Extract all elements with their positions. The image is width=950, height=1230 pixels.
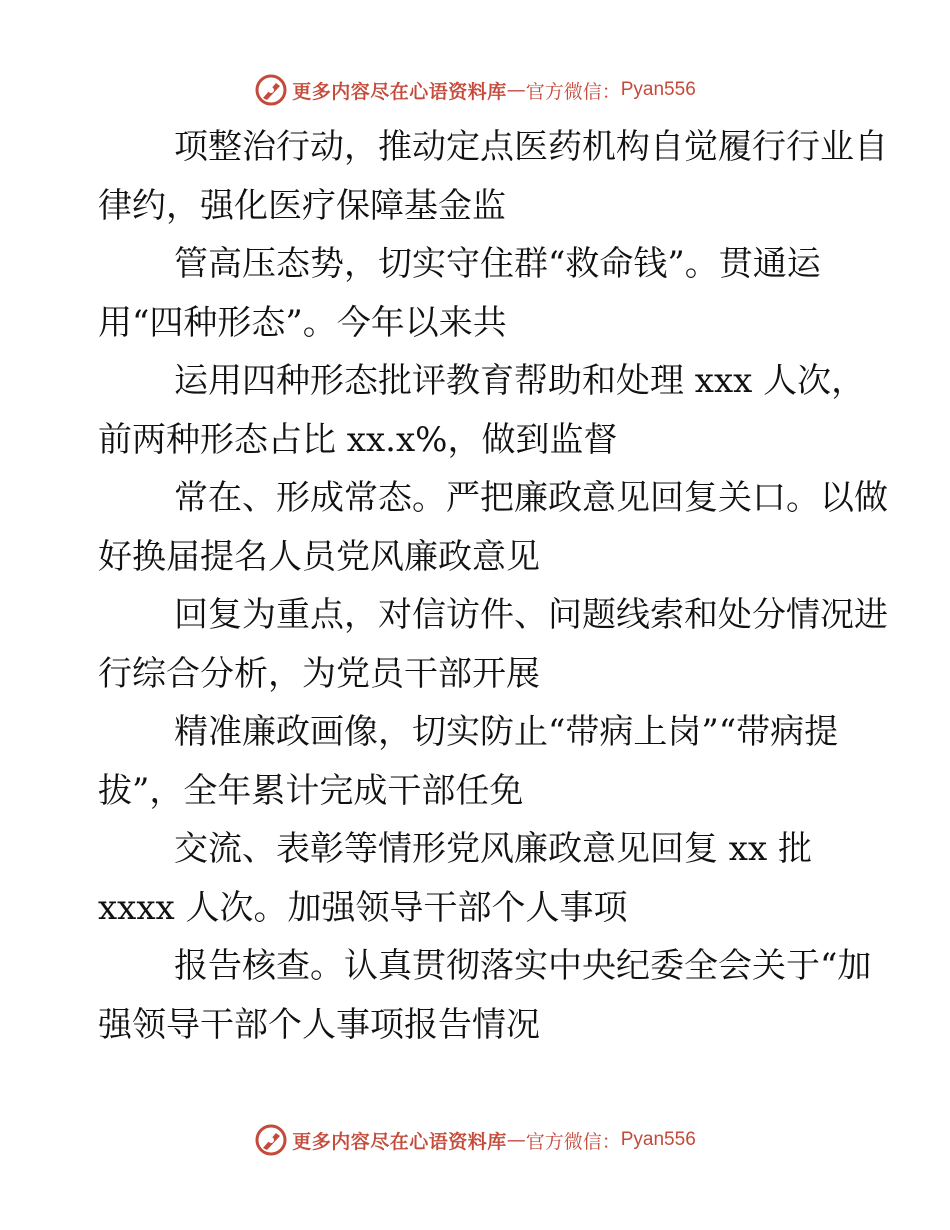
- paragraph-line: 用“四种形态”。今年以来共: [98, 302, 507, 343]
- header-watermark: [0, 70, 950, 110]
- paragraph: [98, 937, 872, 1054]
- watermark-wechat-id: Pyan556: [620, 1129, 696, 1150]
- paragraph-line: 回复为重点，对信访件、问题线索和处分情况进: [174, 595, 888, 635]
- watermark-wechat-label: 官方微信：: [525, 1130, 621, 1153]
- paragraph-line: 常在、形成常态。严把廉政意见回复关口。以做: [174, 478, 888, 518]
- watermark-wechat-label: 官方微信：: [525, 80, 621, 103]
- paragraph: [98, 118, 888, 235]
- paragraph-line: 前两种形态占比 xx.x%，做到监督: [98, 419, 618, 460]
- paragraph-line: 精准廉政画像，切实防止“带病上岗”“带病提: [174, 712, 839, 752]
- paragraph-line: 好换届提名人员党风廉政意见: [98, 536, 540, 577]
- paragraph-line: xxxx 人次。加强领导干部个人事项: [98, 887, 628, 928]
- document-body: [98, 118, 888, 1054]
- paragraph: [98, 235, 858, 352]
- footer-watermark: [0, 1120, 950, 1160]
- paragraph-line: 律约，强化医疗保障基金监: [98, 185, 506, 226]
- paragraph: [98, 352, 866, 469]
- paragraph-line: 运用四种形态批评教育帮助和处理 xxx 人次，: [174, 361, 866, 401]
- paragraph-line: 拔”，全年累计完成干部任免: [98, 770, 524, 811]
- watermark-separator: —: [506, 1129, 526, 1151]
- paragraph-line: 强领导干部个人事项报告情况: [98, 1004, 540, 1045]
- paragraph: [98, 586, 888, 703]
- paragraph-line: 行综合分析，为党员干部开展: [98, 653, 540, 694]
- paragraph-line: 管高压态势，切实守住群“救命钱”。贯通运: [174, 244, 821, 284]
- paragraph-line: 交流、表彰等情形党风廉政意见回复 xx 批: [174, 829, 812, 869]
- pen-circle-logo-icon: [254, 1123, 288, 1157]
- paragraph-line: 项整治行动，推动定点医药机构自觉履行行业自: [174, 127, 888, 167]
- watermark-wechat-id: Pyan556: [620, 79, 696, 100]
- paragraph: [98, 820, 858, 937]
- paragraph-line: 报告核查。认真贯彻落实中央纪委全会关于“加: [174, 946, 872, 986]
- paragraph: [98, 703, 858, 820]
- pen-circle-logo-icon: [254, 73, 288, 107]
- watermark-brand: 更多内容尽在心语资料库: [292, 1130, 507, 1153]
- watermark-brand: 更多内容尽在心语资料库: [292, 80, 507, 103]
- paragraph: [98, 469, 888, 586]
- watermark-separator: —: [506, 79, 526, 101]
